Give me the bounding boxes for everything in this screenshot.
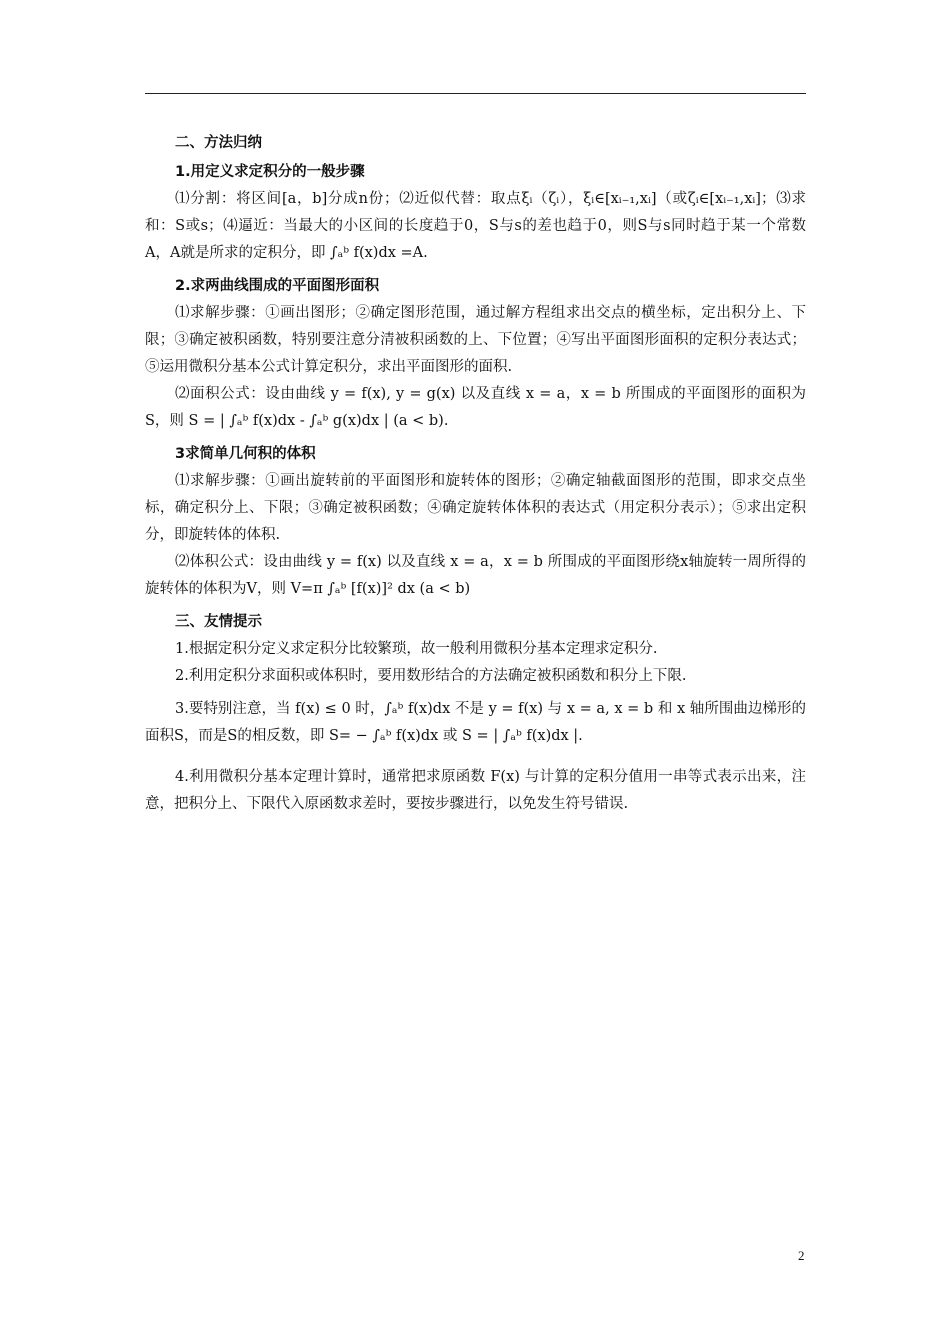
section-3-title: 三、友情提示 (175, 614, 262, 630)
tip-4: 4.利用微积分基本定理计算时，通常把求原函数 F(x) 与计算的定积分值用一串等式表示出来，注意，把积分上、下限代入原函数求差时，要按步骤进行，以免发生符号错误. (145, 769, 806, 812)
subsection-3-paragraph-2: ⑵体积公式：设由曲线 y = f(x) 以及直线 x = a，x = b 所围成的平面图形绕x轴旋转一周所得的旋转体的体积为V，则 V=π ∫ₐᵇ [f(x)]² dx (a < b) (145, 554, 806, 597)
tip-3: 3.要特别注意，当 f(x) ≤ 0 时，∫ₐᵇ f(x)dx 不是 y = f(x) 与 x = a, x = b 和 x 轴所围曲边梯形的面积S，而是S的相反数，即 S= − ∫ₐᵇ f(x)dx 或 S = | ∫ₐᵇ f(x)dx |. (145, 701, 806, 744)
page-content (145, 126, 806, 818)
subsection-2-title: 2.求两曲线围成的平面图形面积 (175, 278, 380, 294)
subsection-2-paragraph-2: ⑵面积公式：设由曲线 y = f(x), y = g(x) 以及直线 x = a，x = b 所围成的平面图形的面积为S，则 S = | ∫ₐᵇ f(x)dx - ∫ₐᵇ g(x)dx | (a < b). (145, 386, 806, 429)
subsection-3-title: 3求简单几何积的体积 (175, 446, 316, 462)
subsection-2-paragraph-1: ⑴求解步骤：①画出图形；②确定图形范围，通过解方程组求出交点的横坐标，定出积分上、下限；③确定被积函数，特别要注意分清被积函数的上、下位置；④写出平面图形面积的定积分表达式；⑤运用微积分基本公式计算定积分，求出平面图形的面积. (145, 305, 806, 375)
tip-2: 2.利用定积分求面积或体积时，要用数形结合的方法确定被积函数和积分上下限. (175, 668, 687, 684)
tip-1: 1.根据定积分定义求定积分比较繁琐，故一般利用微积分基本定理求定积分. (175, 641, 658, 657)
subsection-1-title: 1.用定义求定积分的一般步骤 (175, 164, 365, 180)
subsection-1-paragraph: ⑴分割：将区间[a，b]分成n份；⑵近似代替：取点ξᵢ（ζᵢ），ξᵢ∈[xᵢ₋₁,xᵢ]（或ζᵢ∈[xᵢ₋₁,xᵢ]；⑶求和：S或s；⑷逼近：当最大的小区间的长度趋于0，S与s的差也趋于0，则S与s同时趋于某一个常数A，A就是所求的定积分，即 ∫ₐᵇ f(x)dx =A. (145, 191, 806, 261)
section-2-title: 二、方法归纳 (175, 135, 262, 151)
page-number: 2 (798, 1248, 805, 1263)
subsection-3-paragraph-1: ⑴求解步骤：①画出旋转前的平面图形和旋转体的图形；②确定轴截面图形的范围，即求交点坐标，确定积分上、下限；③确定被积函数；④确定旋转体体积的表达式（用定积分表示）；⑤求出定积分，即旋转体的体积. (145, 473, 806, 543)
header-rule (145, 93, 806, 94)
